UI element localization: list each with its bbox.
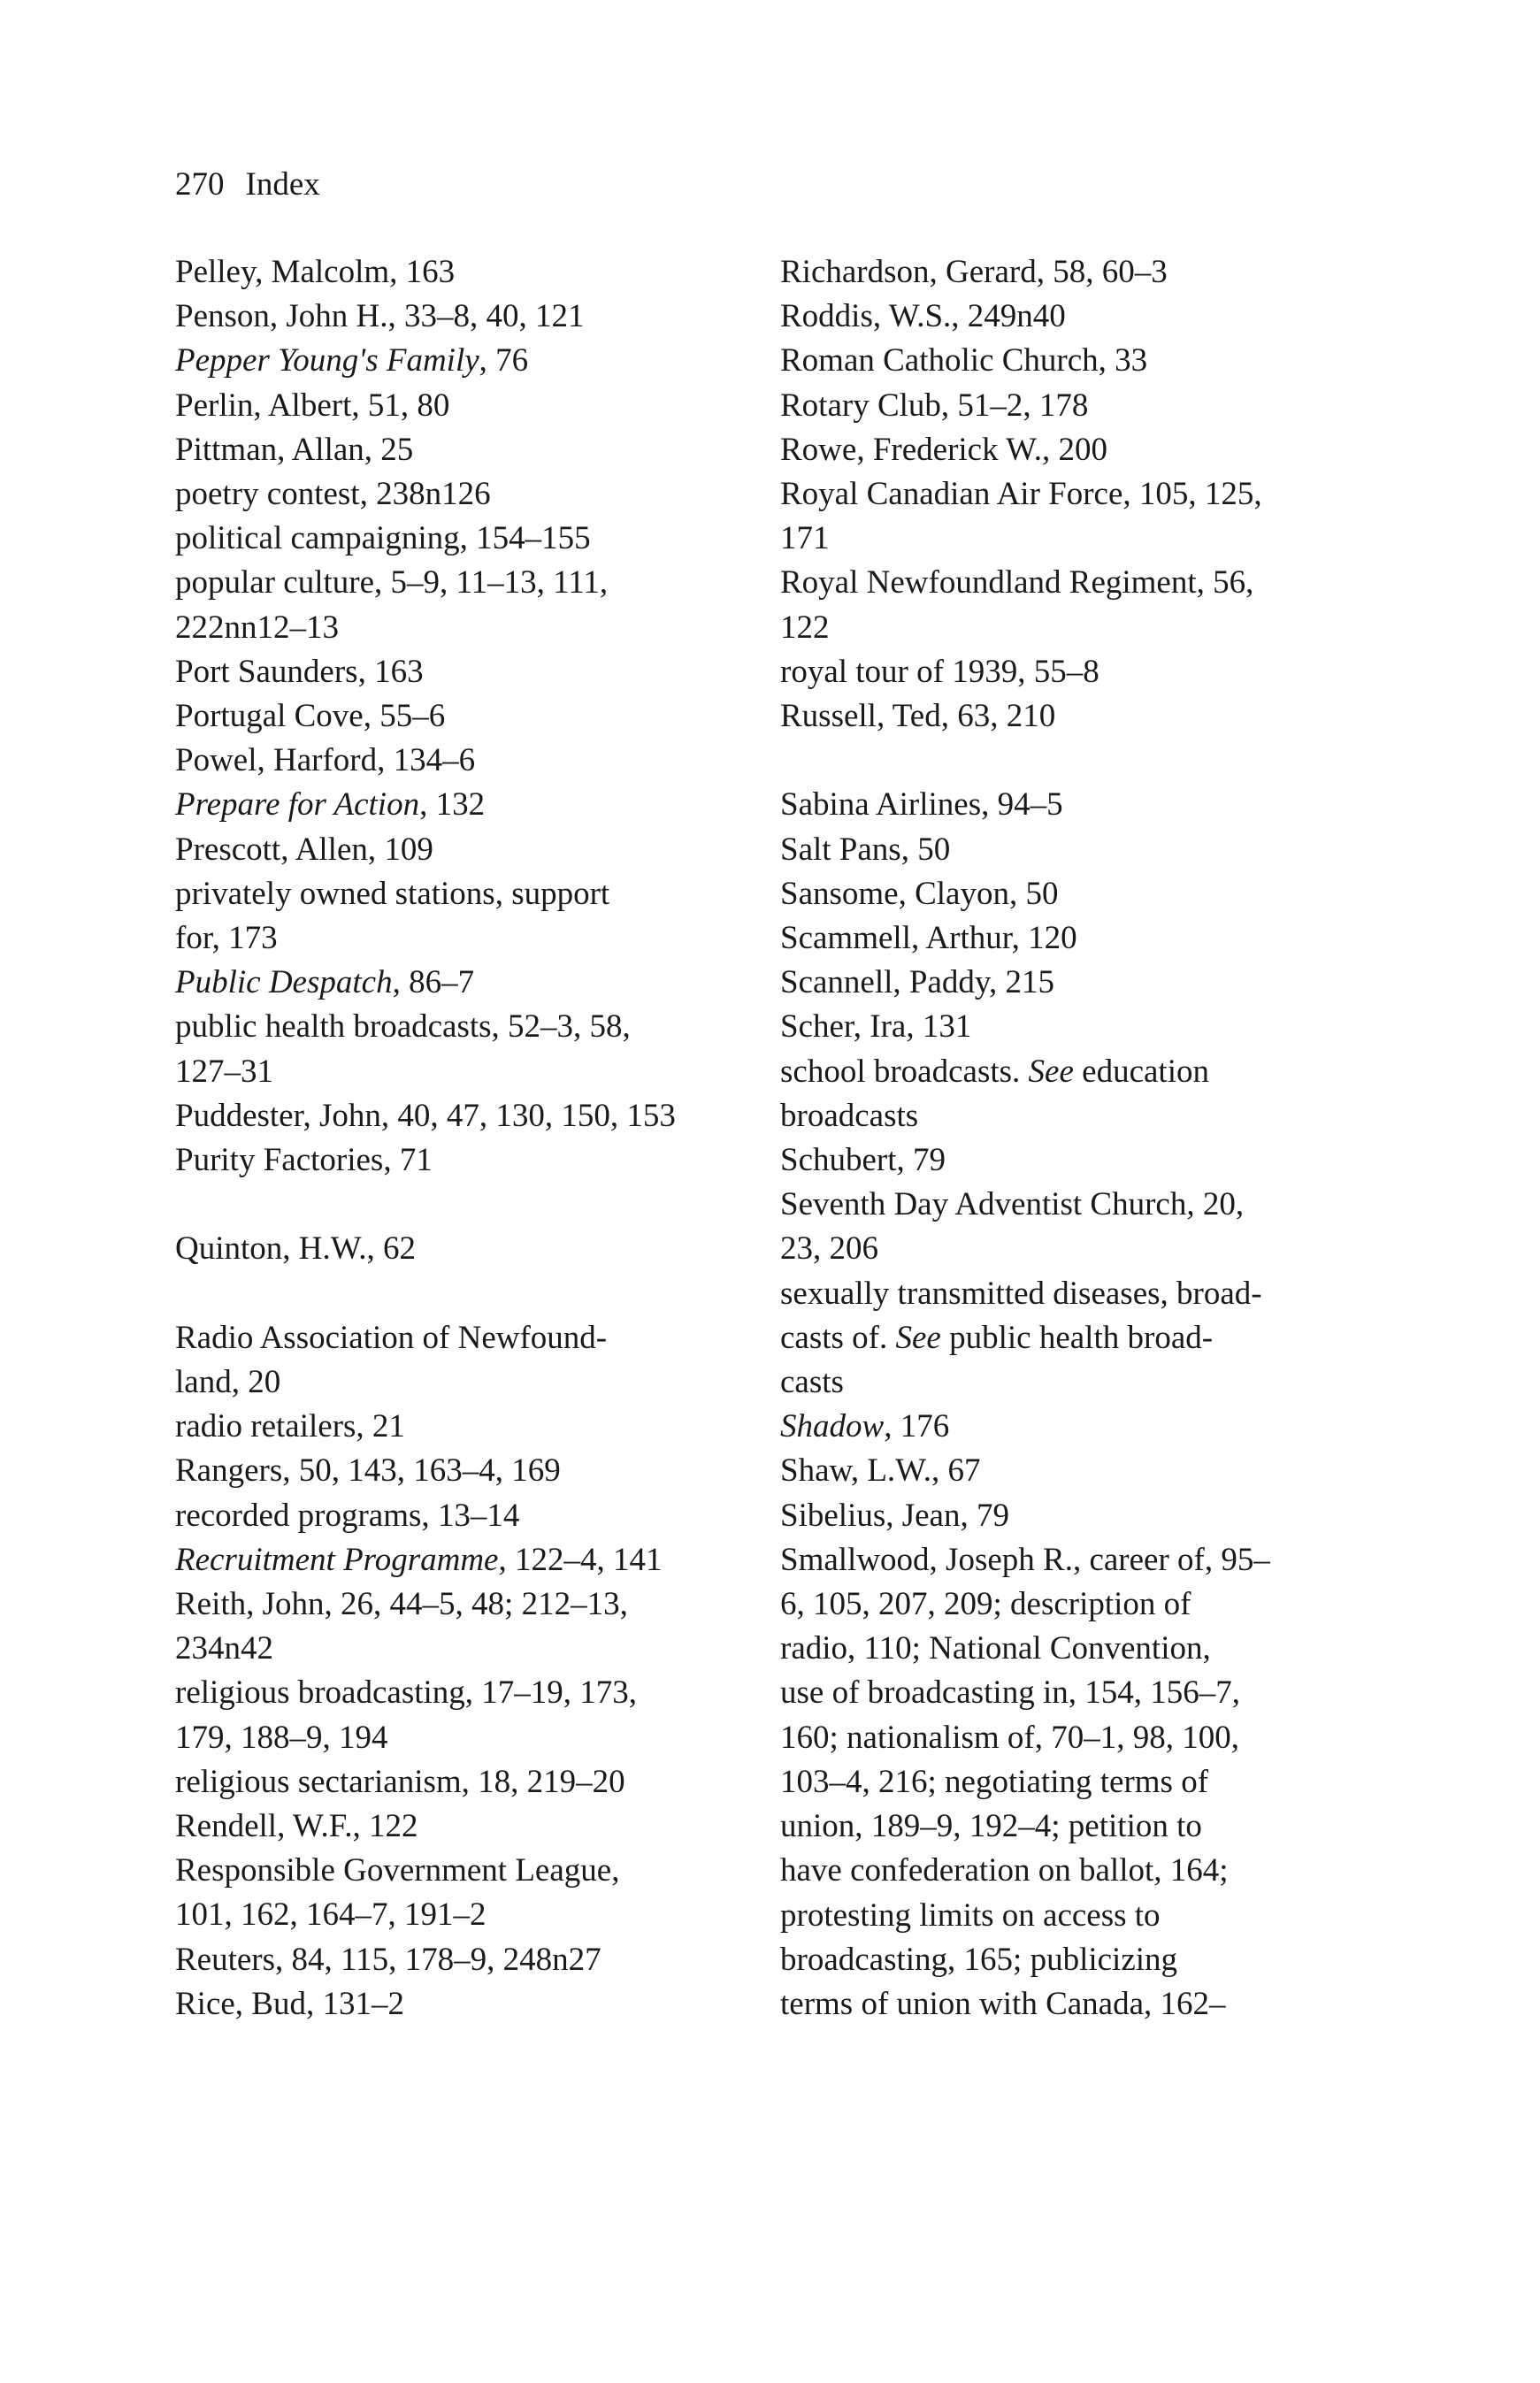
index-entry-line [175, 1849, 741, 1893]
index-entry-line [780, 1938, 1364, 1982]
index-entry [780, 428, 1364, 472]
index-entry-text: , 122–4, 141 [498, 1541, 663, 1578]
index-entry-line [780, 1804, 1364, 1849]
index-entry-text: education [1073, 1053, 1209, 1090]
index-entry-text: sexually transmitted diseases, broad- [780, 1275, 1262, 1312]
index-entry-text: 23, 206 [780, 1230, 878, 1268]
index-entry-text: Sabina Airlines, 94–5 [780, 786, 1063, 824]
index-entry-text: Scannell, Paddy, 215 [780, 964, 1055, 1001]
index-entry-text: 160; nationalism of, 70–1, 98, 100, [780, 1719, 1239, 1756]
index-entry [780, 650, 1364, 694]
index-entry [175, 1094, 741, 1138]
index-entry [780, 1050, 1364, 1138]
index-entry-line [175, 828, 741, 872]
letter-group-gap [175, 1272, 741, 1316]
index-entry-line [780, 428, 1364, 472]
index-entry [175, 1982, 741, 2027]
index-entry-title-text: Public Despatch [175, 964, 393, 1001]
index-entry-line [175, 1316, 741, 1360]
index-entry-line [780, 1272, 1364, 1316]
index-entry-text: public health broad- [940, 1319, 1214, 1356]
index-entry-text: Schubert, 79 [780, 1142, 946, 1179]
index-entry-text: Rice, Bud, 131–2 [175, 1985, 404, 2022]
index-entry-line [175, 561, 741, 605]
index-entry [175, 783, 741, 827]
index-entry [175, 517, 741, 561]
index-entry-text: Responsible Government League, [175, 1852, 620, 1889]
index-entry-line [175, 1494, 741, 1538]
index-entry-text: Perlin, Albert, 51, 80 [175, 387, 450, 424]
index-entry [780, 1183, 1364, 1271]
index-entry [780, 339, 1364, 383]
index-entry-text: poetry contest, 238n126 [175, 476, 491, 513]
index-entry-text: Smallwood, Joseph R., career of, 95– [780, 1541, 1270, 1578]
index-entry-text: Pelley, Malcolm, 163 [175, 254, 456, 290]
index-entry-line [175, 1005, 741, 1049]
index-entry-line [780, 1183, 1364, 1227]
index-entry-text: Prescott, Allen, 109 [175, 831, 433, 868]
index-entry-text: , 76 [479, 342, 529, 379]
index-entry-text: popular culture, 5–9, 11–13, 111, [175, 564, 609, 601]
index-entry-text: Reith, John, 26, 44–5, 48; 212–13, [175, 1586, 628, 1623]
index-entry [175, 1849, 741, 1937]
index-entry-text: Royal Newfoundland Regiment, 56, [780, 564, 1254, 601]
index-entry [175, 1449, 741, 1493]
index-entry-line [175, 295, 741, 339]
index-entry-line [175, 1360, 741, 1405]
index-entry-line [780, 1405, 1364, 1449]
index-entry-line [780, 1005, 1364, 1049]
index-entry [780, 872, 1364, 916]
index-entry [175, 1804, 741, 1849]
index-entry-line [175, 1982, 741, 2027]
letter-group-gap [175, 1183, 741, 1227]
index-entry-text: privately owned stations, support [175, 875, 610, 912]
index-entry-line [175, 517, 741, 561]
index-entry-text: Quinton, H.W., 62 [175, 1230, 417, 1268]
index-entry-line [780, 1094, 1364, 1138]
index-entry-line [175, 250, 741, 295]
index-entry-text: religious sectarianism, 18, 219–20 [175, 1763, 625, 1800]
index-entry-line [780, 1138, 1364, 1183]
index-entry-line [175, 1449, 741, 1493]
index-entry-line [780, 384, 1364, 428]
index-entry-line [175, 1671, 741, 1715]
index-entry-line [780, 1716, 1364, 1760]
index-entry-line [780, 1227, 1364, 1271]
index-entry-text: Sibelius, Jean, 79 [780, 1497, 1009, 1534]
index-entry [780, 961, 1364, 1005]
index-entry-line [175, 1938, 741, 1982]
index-column-left [175, 250, 741, 2027]
index-entry-text: Roman Catholic Church, 33 [780, 342, 1148, 379]
index-entry-text: Rotary Club, 51–2, 178 [780, 387, 1089, 424]
index-entry-line [780, 606, 1364, 650]
index-entry [780, 1005, 1364, 1049]
index-entry-line [175, 1050, 741, 1094]
index-entry [175, 650, 741, 694]
index-column-right [780, 250, 1364, 2027]
index-entry [780, 1538, 1364, 2027]
index-entry-text: Seventh Day Adventist Church, 20, [780, 1186, 1245, 1223]
index-entry [175, 1671, 741, 1759]
index-entry-line [175, 783, 741, 827]
index-entry [175, 1227, 741, 1271]
index-entry-line [780, 472, 1364, 517]
index-entry-text: radio, 110; National Convention, [780, 1630, 1211, 1667]
index-entry [175, 961, 741, 1005]
index-entry-line [175, 472, 741, 517]
index-entry-text: Pittman, Allan, 25 [175, 431, 414, 468]
index-entry [175, 1316, 741, 1405]
index-entry [175, 250, 741, 295]
index-entry [780, 694, 1364, 739]
index-entry-text: union, 189–9, 192–4; petition to [780, 1808, 1202, 1845]
index-entry [175, 295, 741, 339]
letter-group-gap [780, 739, 1364, 783]
index-entry [780, 1138, 1364, 1183]
index-entry-text: Royal Canadian Air Force, 105, 125, [780, 476, 1262, 513]
index-entry [175, 828, 741, 872]
index-entry-text: Rendell, W.F., 122 [175, 1808, 418, 1845]
index-entry-title-text: See [895, 1319, 941, 1356]
index-entry [175, 1005, 741, 1093]
index-entry-text: 122 [780, 609, 830, 646]
index-entry-text: public health broadcasts, 52–3, 58, [175, 1008, 631, 1046]
index-entry-text: Rangers, 50, 143, 163–4, 169 [175, 1452, 561, 1490]
index-entry [175, 472, 741, 517]
index-entry-text: Radio Association of Newfound- [175, 1319, 608, 1356]
index-entry-line [175, 916, 741, 961]
index-entry [780, 1449, 1364, 1493]
index-entry-line [175, 384, 741, 428]
index-entry-text: Penson, John H., 33–8, 40, 121 [175, 298, 585, 335]
index-entry-line [780, 561, 1364, 605]
index-entry-text: Port Saunders, 163 [175, 653, 424, 690]
index-entry-text: Reuters, 84, 115, 178–9, 248n27 [175, 1941, 601, 1978]
index-entry-text: 171 [780, 520, 830, 557]
index-entry-text: 101, 162, 164–7, 191–2 [175, 1896, 487, 1934]
index-entry-line [780, 1538, 1364, 1582]
index-entry-title-text: Prepare for Action [175, 786, 420, 824]
index-entry-line [175, 1627, 741, 1671]
index-entry-line [780, 1582, 1364, 1627]
index-entry [175, 339, 741, 383]
index-entry [175, 739, 741, 783]
index-entry [780, 828, 1364, 872]
index-entry-line [175, 961, 741, 1005]
index-entry-text: Rowe, Frederick W., 200 [780, 431, 1107, 468]
index-entry-line [780, 1627, 1364, 1671]
index-entry-text: Sansome, Clayon, 50 [780, 875, 1059, 912]
index-entry [175, 428, 741, 472]
index-entry-text: Shaw, L.W., 67 [780, 1452, 981, 1490]
index-entry [175, 1538, 741, 1582]
index-entry-text: Portugal Cove, 55–6 [175, 698, 446, 735]
index-entry-text: royal tour of 1939, 55–8 [780, 653, 1099, 690]
index-entry [780, 1494, 1364, 1538]
index-entry-line [780, 1760, 1364, 1804]
index-entry-line [780, 694, 1364, 739]
index-entry-text: Russell, Ted, 63, 210 [780, 698, 1056, 735]
index-entry-line [780, 1982, 1364, 2027]
index-entry [780, 1272, 1364, 1406]
index-entry-line [780, 250, 1364, 295]
index-entry-line [175, 339, 741, 383]
index-entry-text: , 86–7 [392, 964, 475, 1001]
index-entry-text: Puddester, John, 40, 47, 130, 150, 153 [175, 1097, 676, 1134]
index-entry-line [780, 916, 1364, 961]
index-entry [780, 250, 1364, 295]
index-entry-line [780, 1849, 1364, 1893]
index-entry-line [175, 606, 741, 650]
index-entry [175, 1760, 741, 1804]
index-entry-text: religious broadcasting, 17–19, 173, [175, 1674, 638, 1712]
index-entry-line [175, 650, 741, 694]
index-entry-text: casts of. [780, 1319, 896, 1356]
index-entry [780, 295, 1364, 339]
index-entry-text: Salt Pans, 50 [780, 831, 951, 868]
index-entry-line [780, 339, 1364, 383]
index-entry-title-text: Shadow [780, 1408, 885, 1445]
index-entry-line [175, 1582, 741, 1627]
index-entry [175, 1138, 741, 1183]
index-entry-line [175, 1405, 741, 1449]
index-entry-text: protesting limits on access to [780, 1896, 1161, 1934]
index-entry-line [175, 872, 741, 916]
index-entry-line [780, 828, 1364, 872]
index-entry-line [175, 1760, 741, 1804]
index-entry-text: for, 173 [175, 920, 278, 957]
index-entry-line [780, 961, 1364, 1005]
index-entry-text: Richardson, Gerard, 58, 60–3 [780, 254, 1168, 290]
index-entry [175, 1938, 741, 1982]
index-entry-text: broadcasts [780, 1097, 919, 1134]
index-entry-line [780, 783, 1364, 827]
index-entry-text: Scammell, Arthur, 120 [780, 920, 1077, 957]
index-entry-text: 127–31 [175, 1053, 273, 1090]
index-entry-text: use of broadcasting in, 154, 156–7, [780, 1674, 1240, 1712]
index-entry-line [780, 1360, 1364, 1405]
index-entry-text: terms of union with Canada, 162– [780, 1985, 1226, 2022]
index-entry-text: Purity Factories, 71 [175, 1142, 433, 1179]
index-entry [175, 384, 741, 428]
index-entry [175, 561, 741, 649]
index-entry-line [175, 1804, 741, 1849]
index-entry [780, 783, 1364, 827]
index-entry-text: school broadcasts. [780, 1053, 1029, 1090]
index-entry-text: 6, 105, 207, 209; description of [780, 1586, 1191, 1623]
index-entry-text: 222nn12–13 [175, 609, 339, 646]
index-entry-line [175, 739, 741, 783]
index-entry-text: have confederation on ballot, 164; [780, 1852, 1229, 1889]
page-number: 270 [175, 166, 225, 203]
index-entry-line [780, 1671, 1364, 1715]
index-entry-line [780, 872, 1364, 916]
index-entry-text: Scher, Ira, 131 [780, 1008, 972, 1046]
index-entry [780, 561, 1364, 649]
index-entry-text: 179, 188–9, 194 [175, 1719, 388, 1756]
index-entry-text: , 176 [884, 1408, 950, 1445]
index-entry-text: casts [780, 1364, 844, 1401]
index-entry-line [175, 1138, 741, 1183]
index-entry-title-text: See [1028, 1053, 1074, 1090]
index-entry-line [780, 1449, 1364, 1493]
index-entry [175, 1494, 741, 1538]
index-entry-line [175, 1893, 741, 1937]
index-entry-line [780, 295, 1364, 339]
index-entry-text: land, 20 [175, 1364, 281, 1401]
index-entry-text: 234n42 [175, 1630, 273, 1667]
index-entry-title-text: Pepper Young's Family [175, 342, 479, 379]
running-header [175, 163, 320, 207]
index-entry-text: 103–4, 216; negotiating terms of [780, 1763, 1209, 1800]
index-entry-line [175, 694, 741, 739]
index-entry-line [780, 1894, 1364, 1938]
index-entry-title-text: Recruitment Programme [175, 1541, 499, 1578]
index-entry-line [175, 1538, 741, 1582]
index-entry [175, 694, 741, 739]
index-entry-line [175, 1227, 741, 1271]
index-entry [780, 384, 1364, 428]
index-entry-line [780, 650, 1364, 694]
index-entry-line [780, 1494, 1364, 1538]
index-entry-line [780, 1316, 1364, 1360]
index-entry-text: broadcasting, 165; publicizing [780, 1941, 1178, 1978]
index-entry-text: radio retailers, 21 [175, 1408, 405, 1445]
index-entry-text: recorded programs, 13–14 [175, 1497, 520, 1534]
index-entry [175, 1582, 741, 1671]
index-entry-text: political campaigning, 154–155 [175, 520, 591, 557]
index-entry [175, 872, 741, 961]
index-entry [780, 1405, 1364, 1449]
index-entry [175, 1405, 741, 1449]
index-entry [780, 916, 1364, 961]
index-entry [780, 472, 1364, 561]
index-entry-text: , 132 [419, 786, 486, 824]
index-entry-line [175, 1094, 741, 1138]
index-entry-text: Roddis, W.S., 249n40 [780, 298, 1066, 335]
index-entry-line [780, 1050, 1364, 1094]
index-entry-line [780, 517, 1364, 561]
index-entry-text: Powel, Harford, 134–6 [175, 742, 476, 779]
index-entry-line [175, 428, 741, 472]
section-title: Index [245, 166, 320, 203]
index-entry-line [175, 1716, 741, 1760]
